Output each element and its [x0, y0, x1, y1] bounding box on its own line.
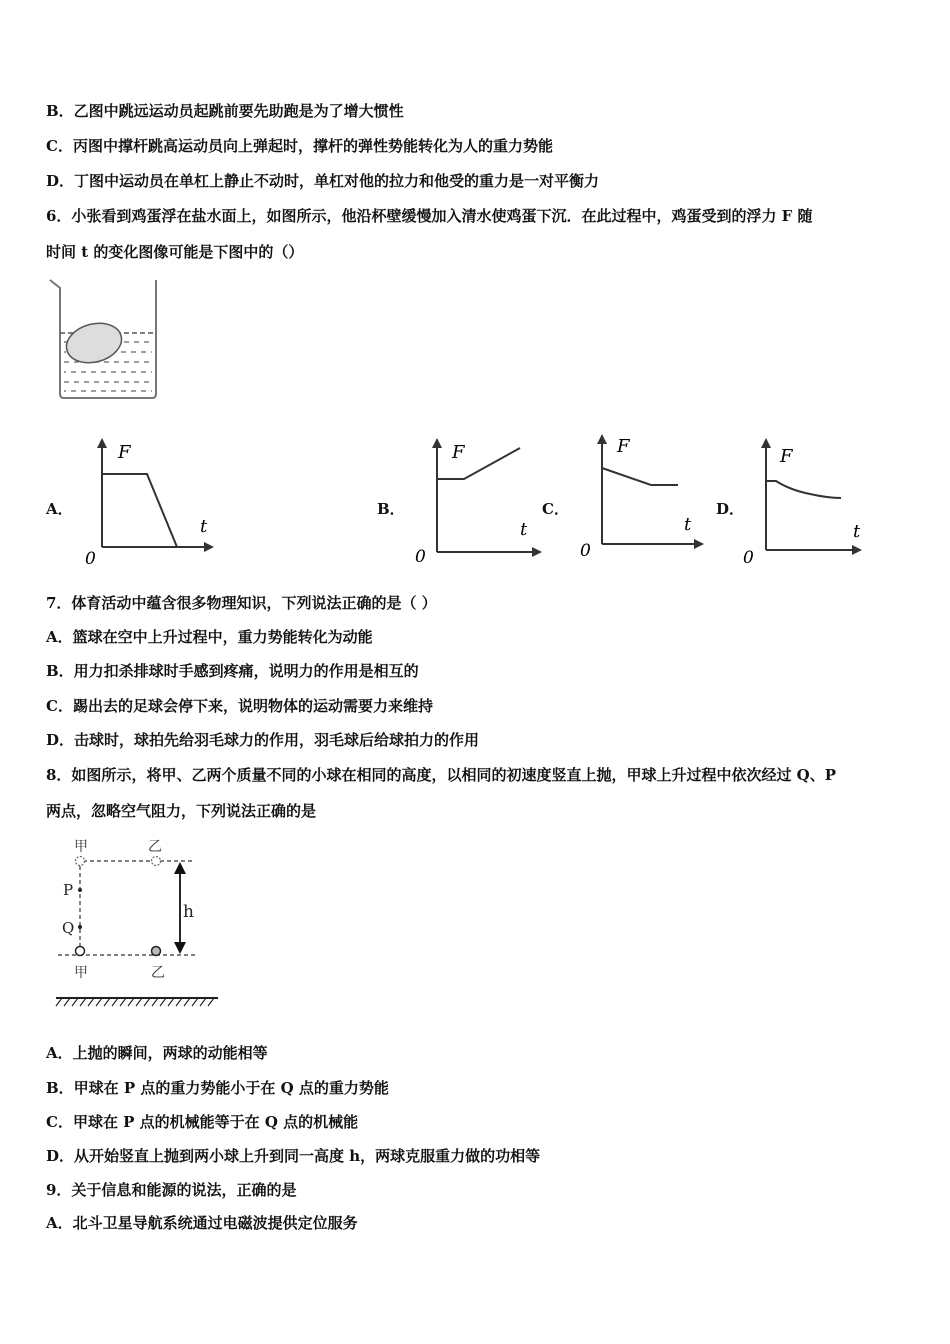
label-h: h — [183, 902, 194, 922]
curve-b — [437, 448, 520, 479]
axis-f-a: F — [118, 442, 131, 463]
label-p: P — [63, 881, 74, 899]
label-jia-bottom: 甲 — [74, 965, 88, 981]
q7-option-b: B．用力扣杀排球时手感到疼痛，说明力的作用是相互的 — [46, 662, 419, 680]
q6-option-b-label: B． — [377, 500, 405, 518]
q8-stem-line2: 两点，忽略空气阻力，下列说法正确的是 — [46, 802, 317, 820]
axis-f-c: F — [617, 436, 630, 457]
q9-option-a: A．北斗卫星导航系统通过电磁波提供定位服务 — [46, 1214, 358, 1232]
q6-option-c-label: C． — [542, 500, 569, 518]
q7-option-a: A．篮球在空中上升过程中，重力势能转化为动能 — [46, 628, 373, 646]
q6-option-d-label: D． — [716, 500, 745, 518]
q8-option-a: A．上抛的瞬间，两球的动能相等 — [46, 1044, 268, 1062]
curve-a — [102, 474, 177, 547]
q6-graph-b — [412, 432, 552, 567]
curve-c — [602, 468, 678, 485]
q9-stem: 9．关于信息和能源的说法，正确的是 — [46, 1181, 297, 1199]
axis-t-a: t — [200, 516, 208, 537]
q6-graph-d — [740, 432, 870, 567]
q8-option-d: D．从开始竖直上抛到两小球上升到同一高度 h，两球克服重力做的功相等 — [46, 1147, 541, 1165]
q5-option-c: C．丙图中撑杆跳高运动员向上弹起时，撑杆的弹性势能转化为人的重力势能 — [46, 137, 553, 155]
label-yi-top: 乙 — [148, 839, 162, 855]
q8-option-b: B．甲球在 P 点的重力势能小于在 Q 点的重力势能 — [46, 1079, 389, 1097]
axis-t-d: t — [853, 521, 861, 542]
curve-d — [766, 481, 841, 498]
q6-graph-a — [80, 432, 230, 567]
origin-c: 0 — [580, 541, 591, 561]
q5-option-d: D．丁图中运动员在单杠上静止不动时，单杠对他的拉力和他受的重力是一对平衡力 — [46, 172, 600, 190]
axis-t-b: t — [520, 519, 528, 540]
axis-t-c: t — [684, 514, 692, 535]
origin-d: 0 — [743, 548, 754, 567]
q8-option-c: C．甲球在 P 点的机械能等于在 Q 点的机械能 — [46, 1113, 359, 1131]
label-yi-bottom: 乙 — [151, 965, 165, 981]
label-jia-top: 甲 — [74, 839, 88, 855]
egg-shape — [62, 317, 126, 368]
origin-a: 0 — [85, 549, 96, 567]
q6-graph-c — [576, 432, 716, 562]
origin-b: 0 — [415, 547, 426, 567]
label-q: Q — [62, 919, 75, 937]
q8-stem-line1: 8．如图所示，将甲、乙两个质量不同的小球在相同的高度，以相同的初速度竖直上抛，甲球上升过程中依次经过 Q、P — [46, 766, 837, 784]
q7-stem: 7．体育活动中蕴含很多物理知识，下列说法正确的是（ ） — [46, 594, 437, 612]
q6-stem-line1: 6．小张看到鸡蛋浮在盐水面上，如图所示，他沿杯壁缓慢加入清水使鸡蛋下沉．在此过程中，鸡蛋受到的浮力 F 随 — [46, 207, 813, 225]
q7-option-d: D．击球时，球拍先给羽毛球力的作用，羽毛球后给球拍力的作用 — [46, 731, 480, 749]
axis-f-b: F — [452, 442, 465, 463]
beaker-egg-figure — [44, 276, 164, 404]
q6-option-a-label: A． — [46, 500, 73, 518]
q5-option-b: B．乙图中跳远运动员起跳前要先助跑是为了增大惯性 — [46, 102, 404, 120]
q8-ball-figure — [50, 834, 230, 1014]
q7-option-c: C．踢出去的足球会停下来，说明物体的运动需要力来维持 — [46, 697, 433, 715]
q6-stem-line2: 时间 t 的变化图像可能是下图中的（） — [46, 243, 304, 261]
axis-f-d: F — [780, 446, 793, 467]
